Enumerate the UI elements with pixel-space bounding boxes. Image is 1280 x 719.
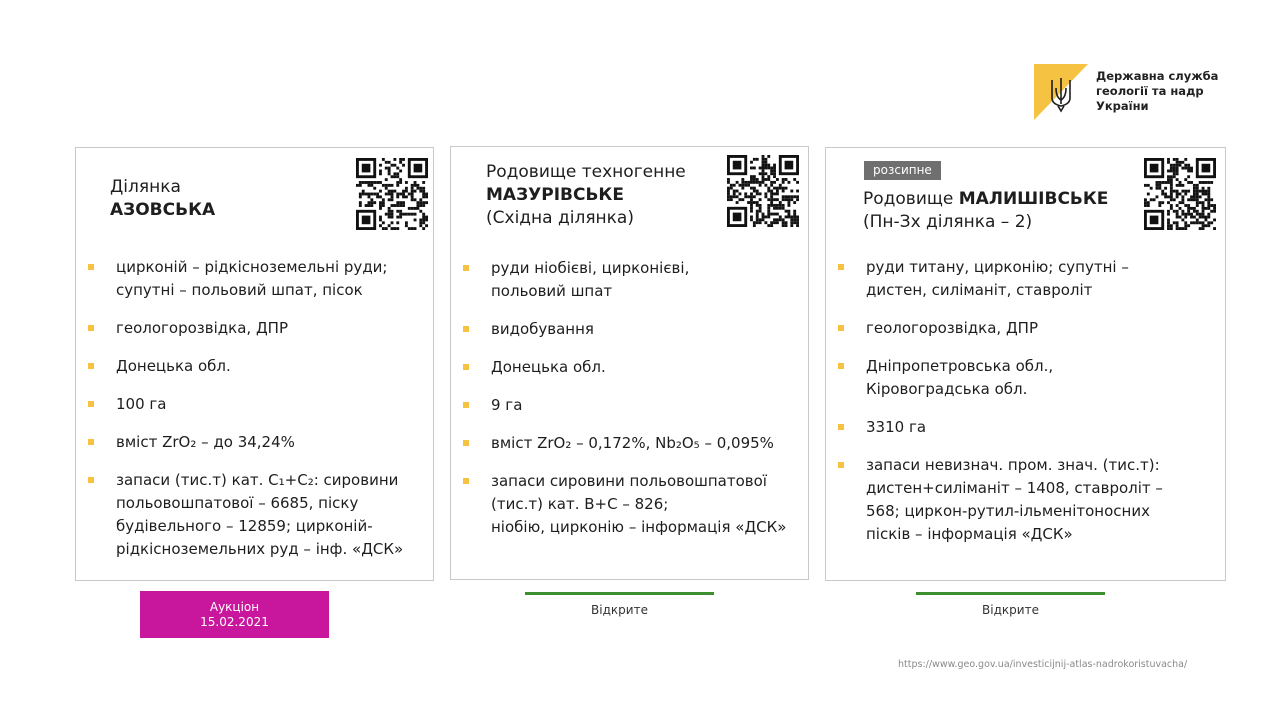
facts-list [462,257,802,554]
fact-item [462,394,802,417]
bullet-icon [838,264,844,270]
fact-text: запаси (тис.т) кат. C₁+C₂: сировини польовошпатової – 6685, піску будівельного – 12859; цирконій- рідкісноземельних руд – інф. «ДСК» [116,471,404,558]
fact-item [462,356,802,379]
fact-text: геологорозвідка, ДПР [866,319,1038,337]
fact-text: 3310 га [866,418,927,436]
status-bar [916,592,1105,595]
card-title-line2: (Пн-Зх ділянка – 2) [863,212,1033,232]
fact-text: цирконій – рідкісноземельні руди; супутні – польовий шпат, пісок [116,258,388,299]
facts-list [837,256,1222,561]
fact-text: 9 га [491,396,523,414]
agency-name-line2: геології та надр [1096,84,1204,98]
card-title-prefix: Родовище [863,189,959,209]
bullet-icon [463,265,469,271]
fact-text: вміст ZrO₂ – до 34,24% [116,433,295,451]
fact-item [87,431,427,454]
status-label: Відкрите [982,603,1039,617]
bullet-icon [88,363,94,369]
qr-code-icon[interactable] [1144,158,1216,230]
agency-logo [1034,64,1234,124]
status-label: Відкрите [591,603,648,617]
facts-list [87,256,427,576]
auction-label: Аукціон [209,600,260,614]
qr-code-icon[interactable] [727,155,799,227]
fact-text: геологорозвідка, ДПР [116,319,288,337]
bullet-icon [88,439,94,445]
agency-name-line3: України [1096,99,1149,113]
bullet-icon [463,326,469,332]
fact-text: видобування [491,320,594,338]
bullet-icon [838,363,844,369]
fact-text: 100 га [116,395,167,413]
card-title-name: АЗОВСЬКА [110,200,216,220]
fact-text: Дніпропетровська обл., Кіровоградська обл. [866,357,1054,398]
card-azovska [75,147,434,581]
source-link[interactable]: https://www.geo.gov.ua/investicijnij-atlas-nadrokoristuvacha/ [898,659,1188,670]
fact-item [837,355,1222,401]
card-title-name: МАЛИШІВСЬКЕ [958,189,1109,209]
agency-name [1096,69,1236,114]
bullet-icon [463,402,469,408]
card-malyshivske [825,147,1226,581]
card-title [486,161,686,230]
fact-item [462,470,802,539]
qr-code-icon[interactable] [356,158,428,230]
card-title-name: МАЗУРІВСЬКЕ [486,185,624,205]
fact-item [837,416,1222,439]
card-mazurivske [450,146,809,580]
status-bar [525,592,714,595]
card-title [863,188,1108,234]
agency-name-line1: Державна служба [1096,69,1219,83]
bullet-icon [838,462,844,468]
fact-item [87,256,427,302]
card-title-line3: (Східна ділянка) [486,208,634,228]
auction-badge[interactable] [140,591,329,638]
type-badge: розсипне [864,161,941,180]
bullet-icon [88,325,94,331]
fact-item [87,469,427,561]
bullet-icon [88,477,94,483]
bullet-icon [463,440,469,446]
fact-text: вміст ZrO₂ – 0,172%, Nb₂O₅ – 0,095% [491,434,774,452]
fact-text: запаси сировини польовошпатової (тис.т) кат. B+C – 826; ніобію, цирконію – інформація «ДСК» [491,472,787,536]
fact-item [837,317,1222,340]
fact-text: Донецька обл. [116,357,231,375]
bullet-icon [838,424,844,430]
fact-text: руди титану, цирконію; супутні – дистен, силіманіт, ставроліт [866,258,1129,299]
bullet-icon [463,478,469,484]
fact-item [87,393,427,416]
auction-date: 15.02.2021 [200,615,269,629]
fact-text: Донецька обл. [491,358,606,376]
fact-item [87,317,427,340]
fact-item [462,432,802,455]
fact-item [837,454,1222,546]
fact-item [462,257,802,303]
fact-item [837,256,1222,302]
fact-item [462,318,802,341]
card-title-line1: Ділянка [110,177,181,197]
bullet-icon [838,325,844,331]
bullet-icon [88,401,94,407]
bullet-icon [88,264,94,270]
bullet-icon [463,364,469,370]
trident-icon [1034,64,1094,122]
card-title [110,176,215,222]
fact-text: руди ніобієві, цирконієві, польовий шпат [491,259,690,300]
card-title-line1: Родовище техногенне [486,162,686,182]
fact-text: запаси невизнач. пром. знач. (тис.т): дистен+силіманіт – 1408, ставроліт – 568; циркон-рутил-ільменітоносних пісків – інформація «ДСК» [866,456,1163,543]
fact-item [87,355,427,378]
